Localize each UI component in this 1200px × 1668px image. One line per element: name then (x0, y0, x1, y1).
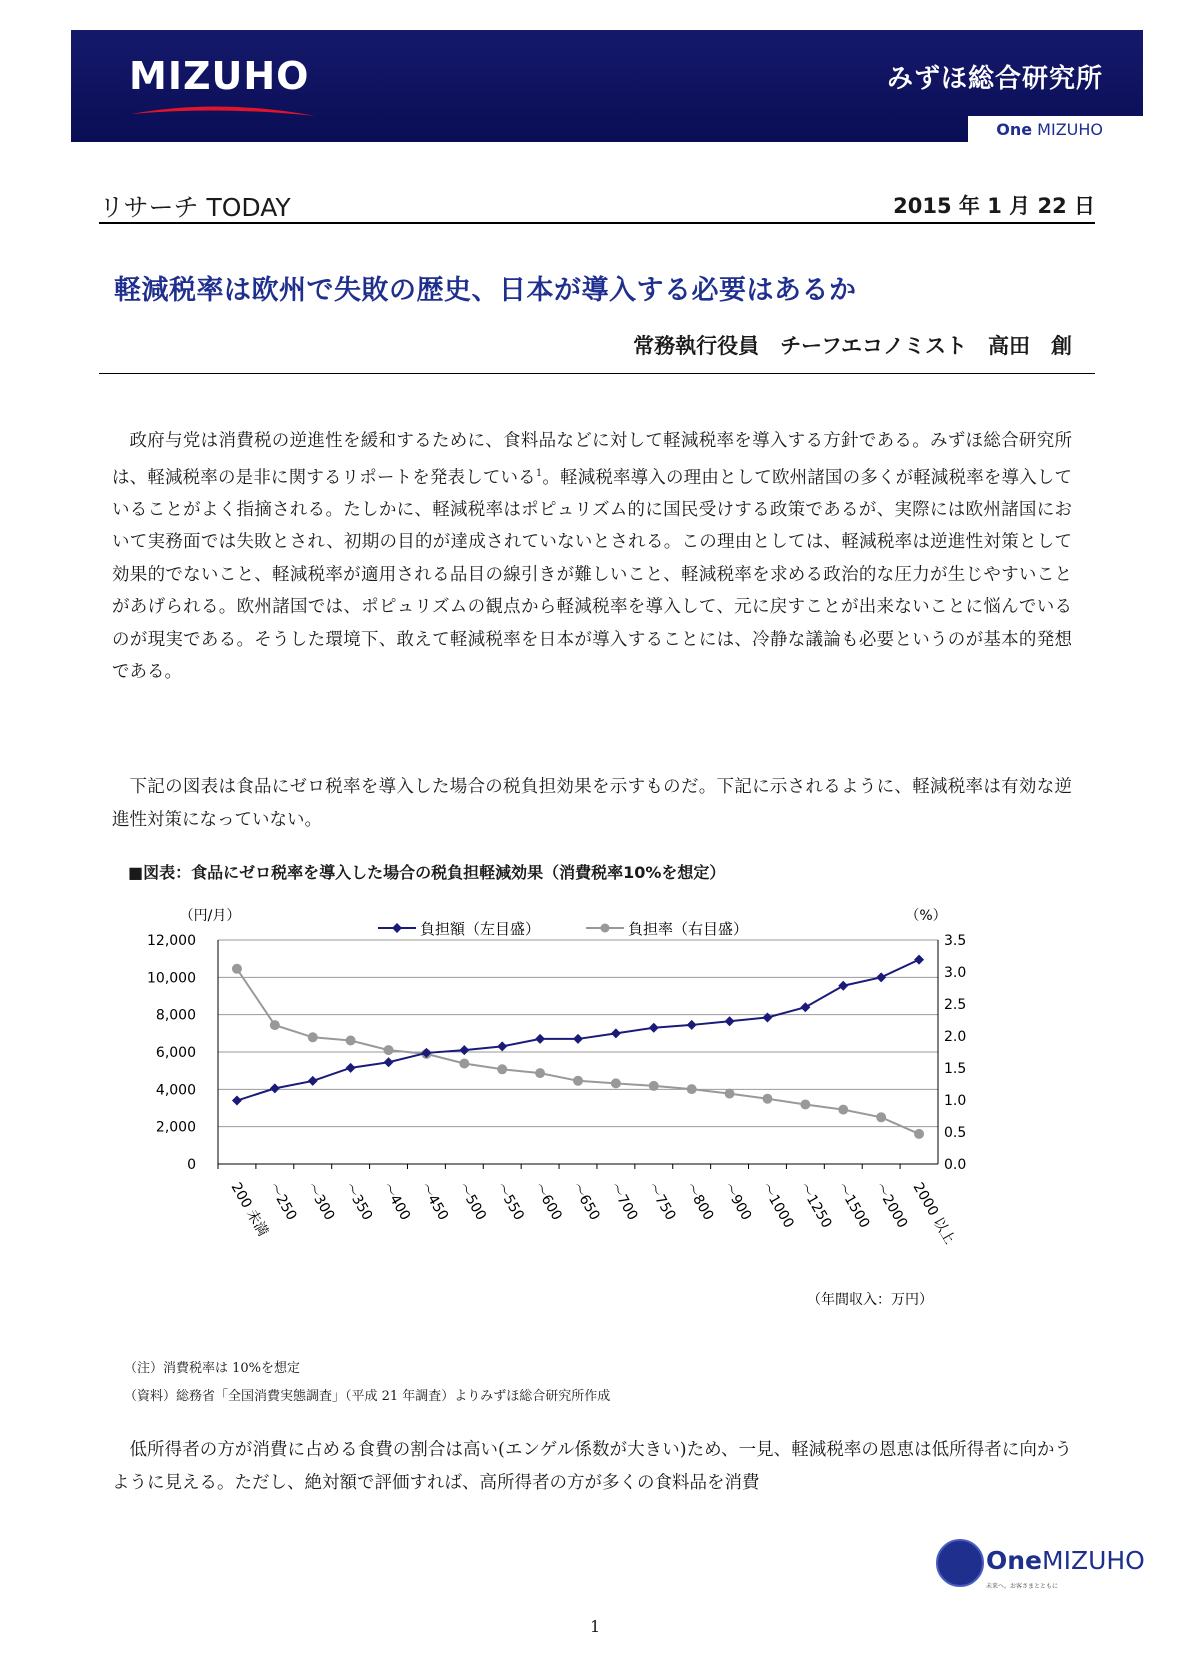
y-right-tick-label: 1.5 (944, 1061, 967, 1077)
y-left-tick-label: 0 (187, 1157, 196, 1173)
data-point-burden-amount (573, 1034, 583, 1044)
y-right-tick-label: 1.0 (944, 1093, 967, 1109)
y-left-axis-label: （円/月） (179, 908, 241, 924)
data-point-burden-rate (384, 1045, 394, 1055)
x-tick-label: ～1500 (833, 1180, 873, 1231)
data-point-burden-amount (762, 1012, 772, 1022)
page-number: 1 (590, 1617, 601, 1636)
footer-tagline: 未来へ。お客さまとともに (986, 1583, 1059, 1590)
paragraph-1 (112, 425, 1072, 689)
one-mizuho-banner-text (996, 120, 1103, 139)
data-point-burden-rate (308, 1032, 318, 1042)
series-line-burden-rate (237, 969, 919, 1134)
data-point-burden-amount (384, 1057, 394, 1067)
data-point-burden-amount (270, 1083, 280, 1093)
data-point-burden-rate (800, 1099, 810, 1109)
data-point-burden-rate (270, 1020, 280, 1030)
data-point-burden-rate (838, 1105, 848, 1115)
data-point-burden-rate (459, 1059, 469, 1069)
x-tick-label: ～2000 (871, 1180, 911, 1231)
publish-date: 2015 年 1 月 22 日 (893, 194, 1095, 218)
x-tick-label: ～1000 (758, 1180, 797, 1231)
y-left-tick-label: 6,000 (155, 1045, 196, 1061)
x-tick-label: ～500 (454, 1180, 490, 1224)
x-axis-label: （年間収入：万円） (807, 1292, 933, 1308)
x-tick-label: ～900 (720, 1180, 755, 1224)
data-point-burden-rate (762, 1094, 772, 1104)
data-point-burden-amount (649, 1023, 659, 1033)
x-tick-label: ～800 (682, 1180, 717, 1224)
data-point-burden-rate (914, 1129, 924, 1139)
one-rest-text: MIZUHO (1037, 120, 1103, 139)
x-tick-label: ～600 (530, 1180, 565, 1224)
data-point-burden-amount (611, 1028, 621, 1038)
y-right-tick-label: 2.0 (944, 1029, 967, 1045)
figure-note: （注）消費税率は 10%を想定 (124, 1361, 301, 1376)
footer-one-bold: One (986, 1546, 1043, 1575)
series-header (99, 188, 1095, 224)
y-left-tick-label: 2,000 (155, 1119, 196, 1136)
y-right-tick-label: 3.0 (944, 965, 967, 981)
x-tick-label: ～650 (568, 1180, 603, 1224)
data-point-burden-rate (611, 1078, 621, 1088)
y-left-tick-label: 8,000 (155, 1007, 196, 1024)
y-right-axis-label: （%） (905, 908, 947, 924)
y-right-tick-label: 3.5 (944, 933, 967, 949)
y-left-tick-label: 4,000 (155, 1082, 196, 1099)
x-tick-label: ～450 (416, 1180, 452, 1224)
x-tick-label: ～250 (265, 1180, 300, 1224)
figure-source: （資料）総務省「全国消費実態調査」（平成 21 年調査）よりみずほ総合研究所作成 (124, 1389, 611, 1404)
legend-marker-burden-amount (392, 923, 402, 933)
tax-burden-chart (128, 888, 1008, 1343)
data-point-burden-amount (346, 1063, 356, 1073)
legend-marker-burden-rate (601, 924, 610, 933)
x-tick-label: ～750 (644, 1180, 679, 1224)
data-point-burden-rate (649, 1081, 659, 1091)
data-point-burden-amount (497, 1041, 507, 1051)
paragraph-1-part-a: 政府与党は消費税の逆進性を緩和するために、食料品などに対して軽減税率を導入する方針である。みずほ総合研究所は、軽減税率の是非に関するリポートを発表している (112, 431, 1072, 488)
y-right-tick-label: 2.5 (944, 997, 967, 1013)
data-point-burden-amount (232, 1096, 242, 1106)
mizuho-logo: MIZUHO (129, 54, 310, 98)
data-point-burden-amount (687, 1020, 697, 1030)
legend-label-burden-amount: 負担額（左目盛） (420, 920, 541, 938)
x-tick-label: 2000 以上 (909, 1180, 958, 1247)
paragraph-3: 低所得者の方が消費に占める食費の割合は高い(エンゲル係数が大きい)ため、一見、軽減税率の恩恵は低所得者に向かうように見える。ただし、絶対額で評価すれば、高所得者の方が多くの食料品を消費 (112, 1440, 1072, 1493)
x-tick-label: ～350 (341, 1180, 376, 1224)
x-tick-label: ～550 (492, 1180, 527, 1224)
data-point-burden-amount (838, 981, 848, 991)
series-name: リサーチ TODAY (99, 193, 291, 222)
data-point-burden-amount (800, 1002, 810, 1012)
article-author: 常務執行役員 チーフエコノミスト 高田 創 (633, 334, 1072, 358)
x-tick-label: 200 未満 (227, 1180, 271, 1240)
y-left-tick-label: 10,000 (147, 970, 196, 987)
x-tick-label: ～700 (606, 1180, 641, 1224)
paragraph-1-part-b: 。軽減税率導入の理由として欧州諸国の多くが軽減税率を導入していることがよく指摘される。たしかに、軽減税率はポピュリズム的に国民受けする政策であるが、実際には欧州諸国において実務面では失敗とされ、初期の目的が達成されていないとされる。この理由としては、軽減税率は逆進性対策として効果的でないこと、軽減税率が適用される品目の線引きが難しいこと、軽減税率を求める政治的な圧力が生じやすいことがあげられる。欧州諸国では、ポピュリズムの観点から軽減税率を導入して、元に戻すことが出来ないことに悩んでいるのが現実である。そうした環境下、敢えて軽減税率を日本が導入することには、冷静な議論も必要というのが基本的発想である。 (112, 467, 1073, 683)
data-point-burden-amount (914, 955, 924, 965)
data-point-burden-rate (687, 1084, 697, 1094)
x-tick-label: ～400 (379, 1180, 414, 1224)
logo-swoosh-icon (129, 100, 319, 122)
one-mizuho-globe-icon (935, 1538, 985, 1588)
data-point-burden-rate (535, 1068, 545, 1078)
x-tick-label: ～1250 (795, 1180, 835, 1231)
institute-name: みずほ総合研究所 (886, 64, 1103, 94)
x-tick-label: ～300 (303, 1180, 338, 1224)
data-point-burden-rate (573, 1076, 583, 1086)
figure-title: ■図表：食品にゼロ税率を導入した場合の税負担軽減効果（消費税率10%を想定） (128, 863, 726, 882)
data-point-burden-amount (876, 972, 886, 982)
one-bold-text: One (996, 120, 1033, 139)
footnote-marker: 1 (535, 467, 543, 479)
data-point-burden-rate (346, 1035, 356, 1045)
data-point-burden-rate (232, 964, 242, 974)
article-title: 軽減税率は欧州で失敗の歴史、日本が導入する必要はあるか (114, 275, 857, 306)
data-point-burden-amount (308, 1076, 318, 1086)
y-left-tick-label: 12,000 (147, 933, 196, 949)
y-right-tick-label: 0.0 (944, 1157, 967, 1173)
data-point-burden-rate (497, 1064, 507, 1074)
footer-one-rest: MIZUHO (1042, 1546, 1145, 1575)
data-point-burden-rate (876, 1112, 886, 1122)
y-right-tick-label: 0.5 (944, 1125, 967, 1141)
paragraph-2: 下記の図表は食品にゼロ税率を導入した場合の税負担効果を示すものだ。下記に示されるように、軽減税率は有効な逆進性対策になっていない。 (112, 777, 1072, 830)
header-banner (71, 30, 1143, 142)
legend-label-burden-rate: 負担率（右目盛） (628, 920, 749, 938)
data-point-burden-rate (725, 1089, 735, 1099)
one-mizuho-footer-logo (986, 1546, 1145, 1575)
title-divider (99, 373, 1095, 374)
data-point-burden-amount (535, 1034, 545, 1044)
data-point-burden-amount (725, 1016, 735, 1026)
data-point-burden-amount (459, 1045, 469, 1055)
